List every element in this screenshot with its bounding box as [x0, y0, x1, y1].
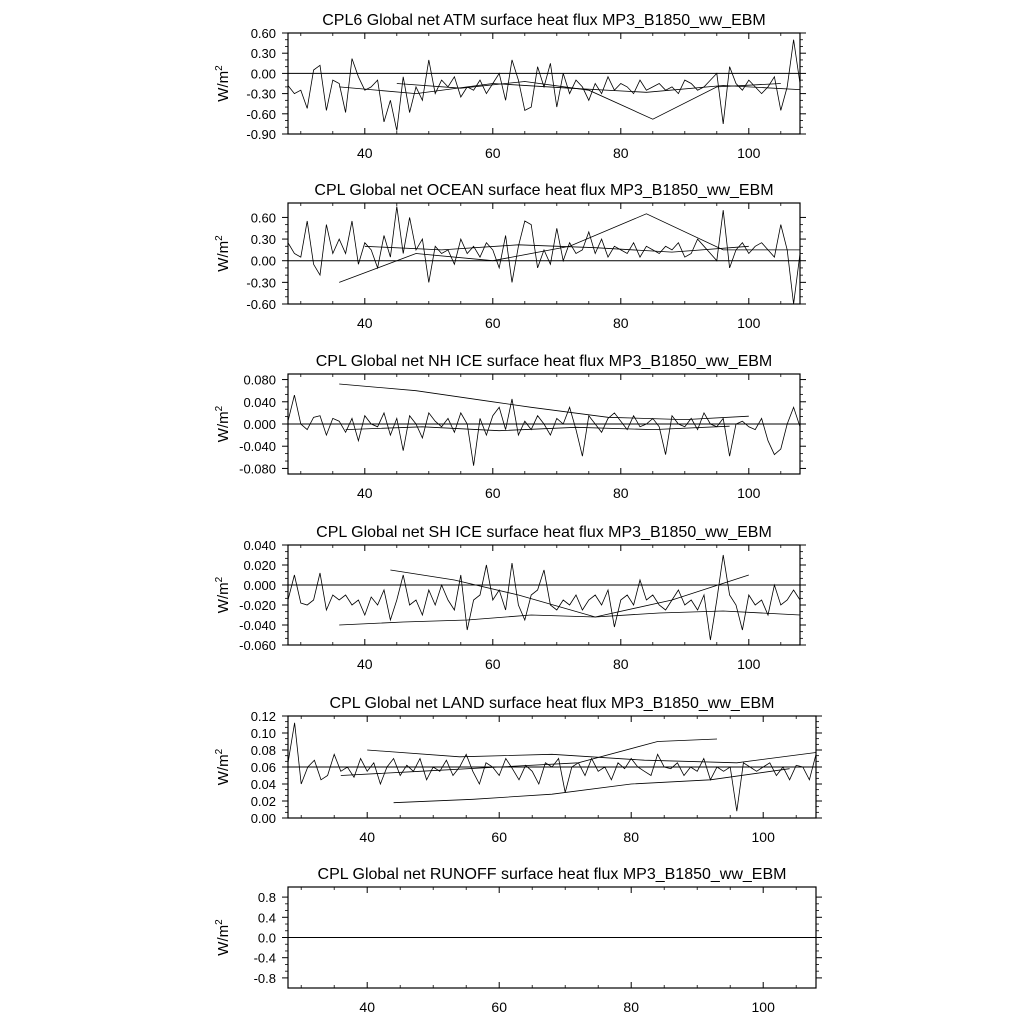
y-axis-label-text: W/m	[215, 582, 232, 614]
chart-panel-5	[214, 695, 822, 845]
chart-title: CPL6 Global net ATM surface heat flux MP3_B1850_ww_EBM	[322, 12, 766, 29]
x-tick-label: 100	[737, 485, 761, 501]
y-tick-label: 0.080	[243, 372, 276, 388]
series-line-3	[390, 570, 748, 617]
plot-frame	[288, 203, 800, 304]
y-axis-label-superscript: 2	[214, 235, 225, 241]
chart-panel-1	[214, 12, 806, 161]
x-tick-label: 80	[613, 656, 629, 672]
y-axis-label	[214, 405, 232, 442]
y-axis-label	[214, 748, 232, 785]
series-line-1	[288, 207, 800, 304]
y-tick-label: -0.30	[246, 275, 276, 291]
y-tick-label: 0.040	[243, 538, 276, 553]
y-tick-label: -0.8	[253, 970, 276, 986]
y-tick-label: 0.08	[250, 743, 276, 758]
y-tick-label: 0.04	[250, 777, 276, 792]
y-tick-label: -0.060	[239, 638, 276, 653]
x-tick-label: 60	[485, 145, 501, 161]
x-tick-label: 40	[357, 485, 373, 501]
y-tick-label: -0.040	[239, 618, 276, 633]
x-tick-label: 40	[359, 829, 375, 845]
y-tick-label: 0.60	[250, 210, 276, 226]
x-tick-label: 80	[623, 829, 639, 845]
series-group	[288, 384, 800, 466]
x-tick-label: 40	[357, 315, 373, 331]
y-axis-label-superscript: 2	[214, 748, 225, 755]
y-tick-label: 0.02	[250, 794, 276, 809]
y-tick-label: 0.040	[243, 394, 276, 410]
y-tick-label: 0.60	[250, 26, 276, 41]
y-tick-label: -0.30	[246, 86, 276, 102]
series-line-4	[367, 750, 816, 763]
series-line-3	[394, 769, 790, 803]
x-tick-label: 60	[491, 829, 507, 845]
y-tick-label: -0.080	[239, 461, 276, 477]
series-line-2	[341, 739, 717, 776]
x-tick-label: 100	[737, 656, 761, 672]
y-tick-label: 0.00	[250, 253, 276, 269]
y-axis-label-superscript: 2	[214, 65, 225, 71]
chart-title: CPL Global net OCEAN surface heat flux MP3_B1850_ww_EBM	[314, 182, 774, 199]
y-tick-label: -0.60	[246, 297, 276, 312]
y-tick-label: -0.040	[239, 439, 276, 455]
y-axis-label-superscript: 2	[214, 919, 225, 925]
y-tick-label: 0.000	[243, 417, 276, 432]
x-tick-label: 60	[485, 485, 501, 501]
y-tick-label: 0.8	[257, 890, 276, 906]
chart-panel-2	[214, 182, 806, 331]
y-tick-label: 0.020	[243, 558, 276, 573]
y-tick-label: 0.00	[250, 66, 276, 82]
series-group	[288, 207, 800, 304]
y-tick-label: 0.4	[257, 910, 276, 926]
y-axis-label-text: W/m	[215, 411, 232, 443]
series-group	[288, 40, 800, 131]
x-tick-label: 100	[737, 315, 761, 331]
chart-title: CPL Global net NH ICE surface heat flux MP3_B1850_ww_EBM	[315, 353, 773, 370]
y-axis-label	[214, 919, 232, 956]
y-tick-label: 0.30	[250, 232, 276, 248]
y-axis-label	[214, 65, 232, 102]
series-line-2	[339, 84, 800, 94]
chart-panel-3	[214, 353, 806, 501]
chart-title: CPL Global net LAND surface heat flux MP3_B1850_ww_EBM	[329, 695, 775, 712]
series-line-1	[288, 555, 800, 640]
x-tick-label: 100	[751, 999, 775, 1015]
y-axis-label-text: W/m	[215, 70, 232, 102]
y-tick-label: -0.020	[239, 598, 276, 613]
x-tick-label: 40	[359, 999, 375, 1015]
y-axis-label	[214, 576, 232, 613]
series-group	[288, 555, 800, 640]
x-tick-label: 40	[357, 145, 373, 161]
plot-frame	[288, 545, 800, 645]
y-tick-label: -0.90	[246, 127, 276, 142]
chart-title: CPL Global net SH ICE surface heat flux MP3_B1850_ww_EBM	[316, 524, 772, 541]
y-tick-label: 0.000	[243, 578, 276, 593]
y-tick-label: 0.00	[250, 811, 276, 826]
y-axis-label-text: W/m	[215, 240, 232, 272]
x-tick-label: 80	[613, 145, 629, 161]
series-line-3	[346, 426, 730, 431]
y-tick-label: 0.06	[250, 760, 276, 775]
y-axis-label-text: W/m	[215, 754, 232, 786]
y-tick-label: -0.4	[253, 950, 276, 966]
x-tick-label: 100	[751, 829, 775, 845]
series-line-2	[339, 384, 749, 420]
x-tick-label: 60	[485, 656, 501, 672]
x-tick-label: 100	[737, 145, 761, 161]
y-tick-label: 0.0	[257, 930, 276, 946]
chart-title: CPL Global net RUNOFF surface heat flux MP3_B1850_ww_EBM	[317, 866, 787, 883]
series-line-2	[339, 611, 800, 625]
y-axis-label-superscript: 2	[214, 405, 225, 412]
y-tick-label: 0.30	[250, 46, 276, 62]
x-tick-label: 60	[485, 315, 501, 331]
y-axis-label	[214, 235, 232, 272]
plot-frame	[288, 33, 800, 134]
y-axis-label-text: W/m	[215, 924, 232, 956]
x-tick-label: 80	[613, 315, 629, 331]
x-tick-label: 80	[613, 485, 629, 501]
y-tick-label: 0.12	[250, 709, 276, 724]
y-tick-label: 0.10	[250, 726, 276, 741]
y-axis-label-superscript: 2	[214, 576, 225, 583]
x-tick-label: 60	[491, 999, 507, 1015]
chart-panel-4	[214, 524, 806, 672]
x-tick-label: 40	[357, 656, 373, 672]
x-tick-label: 80	[623, 999, 639, 1015]
series-line-1	[288, 395, 800, 466]
y-tick-label: -0.60	[246, 106, 276, 122]
chart-panel-6	[214, 866, 822, 1015]
